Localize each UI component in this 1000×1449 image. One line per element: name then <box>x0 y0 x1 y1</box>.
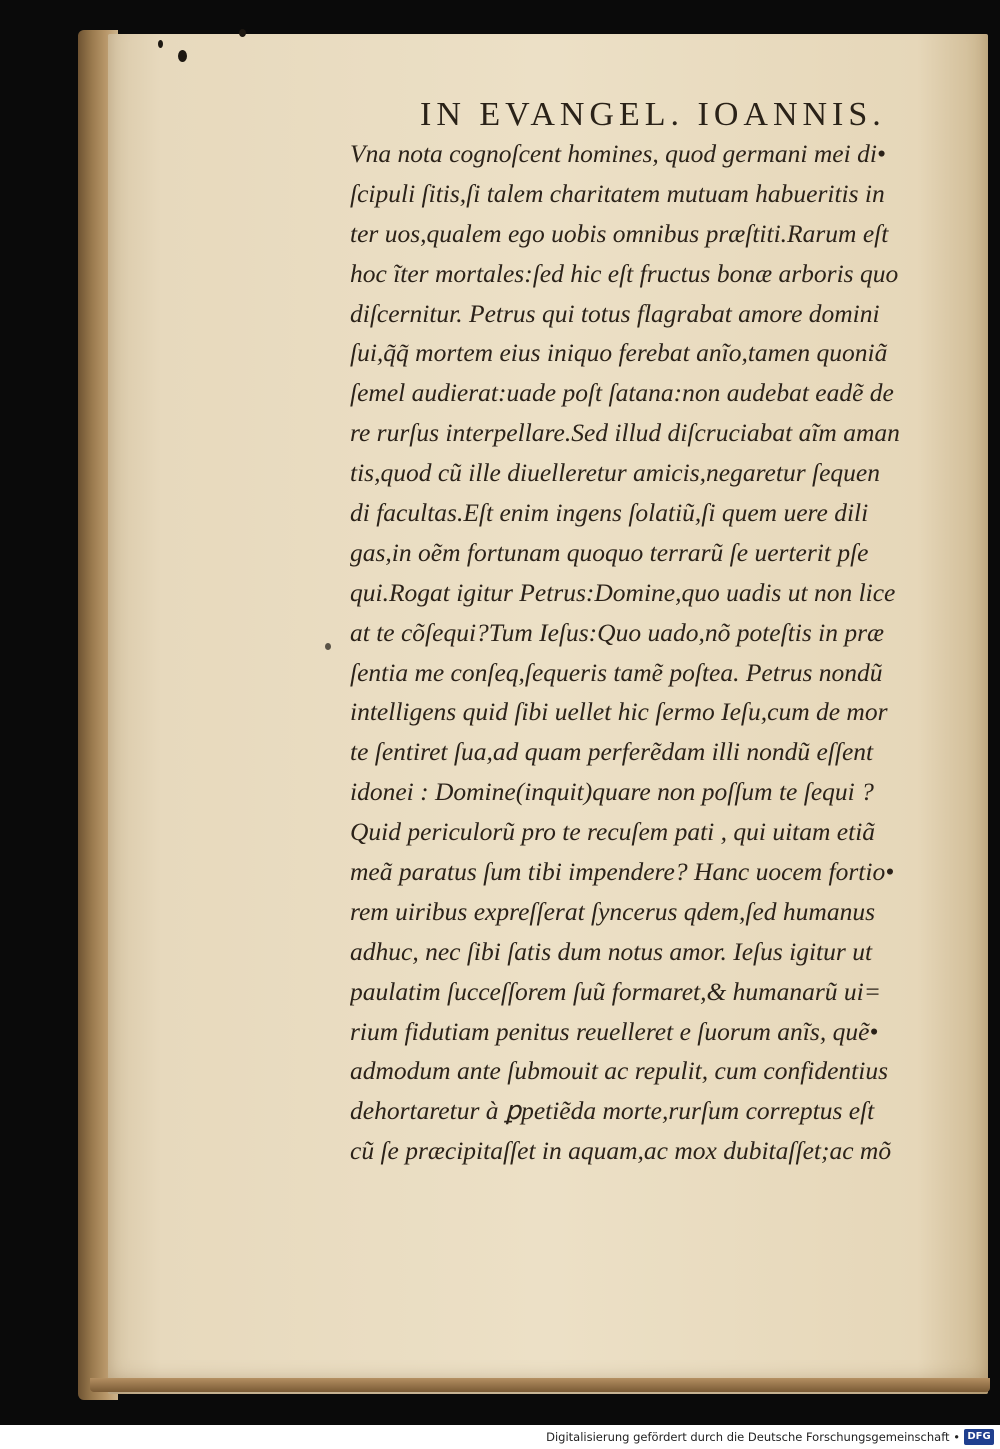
text-line: gas,in oẽm fortunam quoquo terrarũ ſe uerterit pſe <box>350 537 869 567</box>
page-edge-bottom <box>90 1378 990 1392</box>
text-line: hoc ĩter mortales:ſed hic eſt fructus bonæ arboris quo <box>350 258 899 288</box>
running-head: IN EVANGEL. IOANNIS. <box>420 96 886 133</box>
text-line: admodum ante ſubmouit ac repulit, cum confidentius <box>350 1056 889 1086</box>
ink-mark <box>178 50 187 62</box>
ink-mark <box>325 643 331 650</box>
text-line: qui.Rogat igitur Petrus:Domine,quo uadis ut non lice <box>350 577 896 607</box>
text-line: rium fidutiam penitus reuelleret e ſuorum anĩs, quẽ• <box>350 1016 879 1046</box>
text-line: dehortaretur à ꝑpetiẽda morte,rurſum correptus eſt <box>350 1096 875 1126</box>
footer-bar <box>0 1425 1000 1449</box>
text-line: paulatim ſucceſſorem ſuũ formaret,& humanarũ ui= <box>350 976 881 1006</box>
text-line: cũ ſe præcipitaſſet in aquam,ac mox dubitaſſet;ac mõ <box>350 1136 892 1166</box>
text-line: ter uos,qualem ego uobis omnibus præſtiti.Rarum eſt <box>350 218 889 248</box>
ink-mark <box>158 40 163 48</box>
text-line: at te cõſequi?Tum Ieſus:Quo uado,nõ poteſtis in præ <box>350 617 885 647</box>
show-through-text <box>220 945 227 975</box>
text-line: di facultas.Eſt enim ingens ſolatiũ,ſi quem uere dili <box>350 498 869 528</box>
ink-mark <box>239 29 246 37</box>
body-text <box>350 134 970 1171</box>
text-line: te ſentiret ſua,ad quam perferẽdam illi nondũ eſſent <box>350 737 874 767</box>
text-line: Quid periculorũ pro te recuſem pati , qui uitam etiã <box>350 817 876 847</box>
funding-credit: Digitalisierung gefördert durch die Deutsche Forschungsgemeinschaft • <box>546 1430 960 1444</box>
text-line: meã paratus ſum tibi impendere? Hanc uocem fortio• <box>350 857 895 887</box>
text-line: rem uiribus expreſſerat ſyncerus qdem,ſed humanus <box>350 896 876 926</box>
text-line: re rurſus interpellare.Sed illud diſcruciabat aĩm aman <box>350 418 900 448</box>
text-line: diſcernitur. Petrus qui totus flagrabat amore domini <box>350 298 880 328</box>
text-line: ſentia me conſeq,ſequeris tamẽ poſtea. Petrus nondũ <box>350 657 883 687</box>
text-line: adhuc, nec ſibi ſatis dum notus amor. Ieſus igitur ut <box>350 936 873 966</box>
text-line: ſui,q̃q̃ mortem eius iniquo ferebat anĩo,tamen quoniã <box>350 338 888 368</box>
text-line: tis,quod cũ ille diuelleretur amicis,negaretur ſequen <box>350 458 880 488</box>
text-line: ſcipuli ſitis,ſi talem charitatem mutuam habueritis in <box>350 178 885 208</box>
text-line: Vna nota cognoſcent homines, quod germani mei di• <box>350 139 886 168</box>
text-line: idonei : Domine(inquit)quare non poſſum te ſequi ? <box>350 777 874 807</box>
dfg-logo: DFG <box>964 1429 994 1445</box>
text-line: intelligens quid ſibi uellet hic ſermo Ieſu,cum de mor <box>350 697 888 727</box>
text-line: ſemel audierat:uade poſt ſatana:non audebat eadẽ de <box>350 378 894 408</box>
